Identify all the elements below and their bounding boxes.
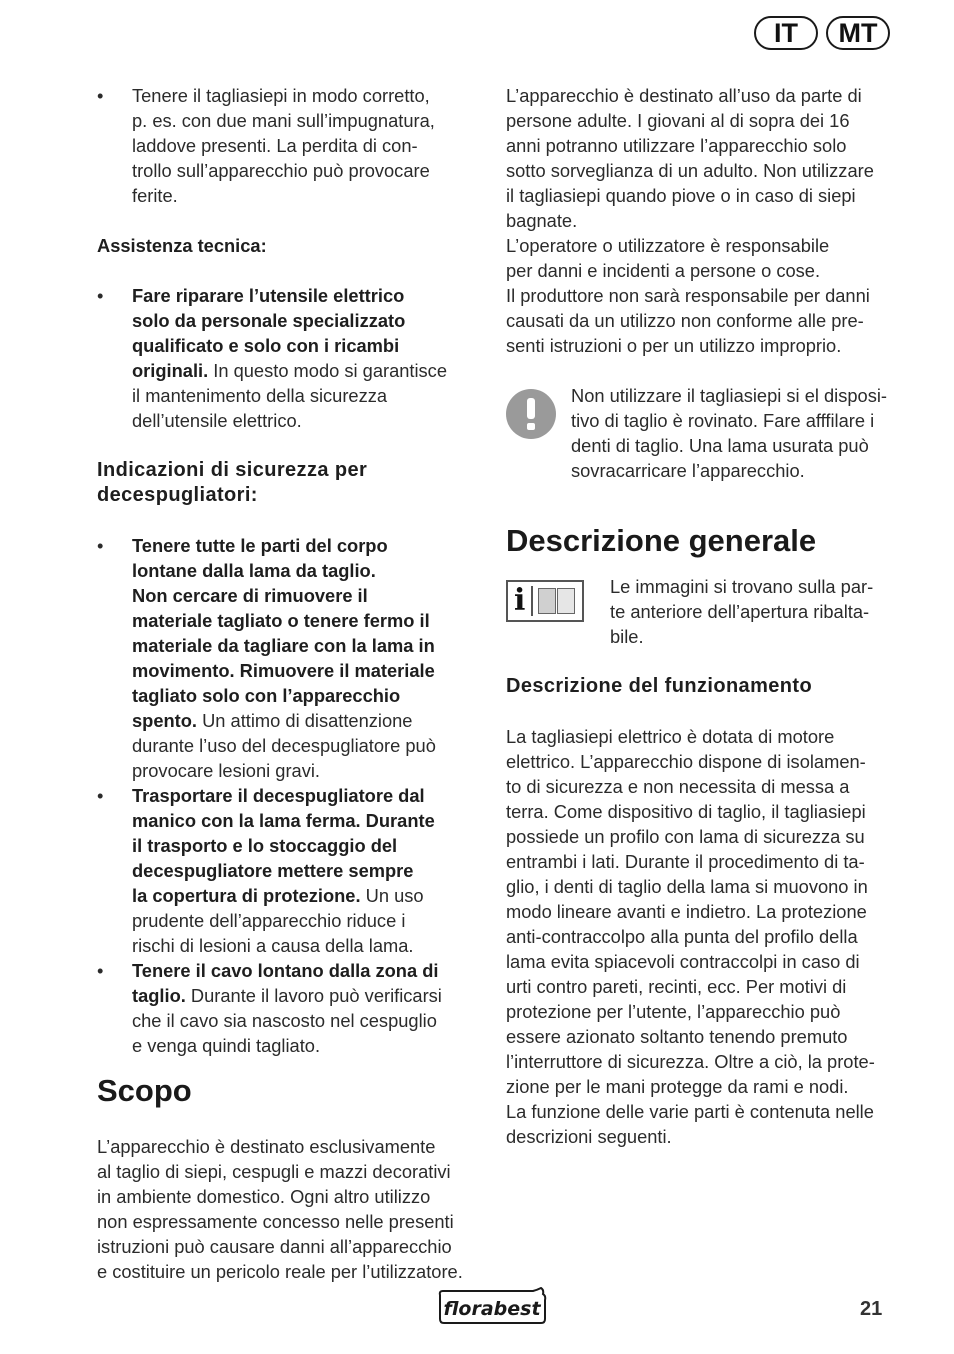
bold-text-line: materiale tagliato o tenere fermo il xyxy=(132,610,430,631)
text-line: modo lineare avanti e indietro. La protezione xyxy=(506,901,867,922)
text-line: La funzione delle varie parti è contenuta nelle xyxy=(506,1101,874,1122)
text-line: per danni e incidenti a persone o cose. xyxy=(506,260,821,281)
text-line: il mantenimento della sicurezza xyxy=(132,385,388,406)
bullet-item xyxy=(97,533,481,783)
scopo-title: Scopo xyxy=(97,1073,192,1108)
info-note xyxy=(506,574,894,649)
page-number: 21 xyxy=(860,1298,883,1320)
bullet-item xyxy=(97,958,481,1058)
text-line: Le immagini si trovano sulla par- xyxy=(610,576,874,597)
text-line: anti-contraccolpo alla punta del profilo della xyxy=(506,926,858,947)
responsibility-paragraph xyxy=(506,233,894,283)
text-line: al taglio di siepi, cespugli e mazzi decorativi xyxy=(97,1161,451,1182)
text-line: istruzioni può causare danni all’apparecchio xyxy=(97,1236,452,1257)
logo-text: florabest xyxy=(443,1298,541,1320)
text-line: protezione per l’utente, l’apparecchio può xyxy=(506,1001,841,1022)
bold-text-line: taglio. xyxy=(132,985,186,1006)
text-line: tivo di taglio è rovinato. Fare afffilare i xyxy=(571,410,875,431)
text-line: Un uso xyxy=(360,885,424,906)
assistenza-heading: Assistenza tecnica: xyxy=(97,235,267,256)
warning-note xyxy=(506,383,894,483)
text-line: bagnate. xyxy=(506,210,578,231)
text-line: urti contro pareti, recinti, ecc. Per motivi di xyxy=(506,976,847,997)
text-line: causati da un utilizzo non conforme alle pre- xyxy=(506,310,864,331)
text-line: l’interruttore di sicurezza. Oltre a ciò, la prote- xyxy=(506,1051,875,1072)
text-line: possiede un profilo con lama di sicurezza su xyxy=(506,826,865,847)
bold-text-line: solo da personale specializzato xyxy=(132,310,406,331)
text-line: ferite. xyxy=(132,185,178,206)
funzionamento-heading: Descrizione del funzionamento xyxy=(506,675,813,697)
heading-line: Indicazioni di sicurezza per xyxy=(97,459,368,481)
bold-text-line: Tenere il cavo lontano dalla zona di xyxy=(132,960,439,981)
bold-text-line: Non cercare di rimuovere il xyxy=(132,585,368,606)
bold-text-line: manico con la lama ferma. Durante xyxy=(132,810,435,831)
left-column xyxy=(97,83,481,1284)
indicazioni-heading xyxy=(97,458,481,508)
text-line: sotto sorveglianza di un adulto. Non utilizzare xyxy=(506,160,874,181)
text-line: prudente dell’apparecchio riduce i xyxy=(132,910,406,931)
text-line: in ambiente domestico. Ogni altro utilizzo xyxy=(97,1186,431,1207)
info-fold-out-page-icon xyxy=(506,580,584,622)
warning-text xyxy=(571,383,887,483)
text-line: durante l’uso del decespugliatore può xyxy=(132,735,436,756)
text-line: lama evita spiacevoli contraccolpi in caso di xyxy=(506,951,860,972)
text-line: In questo modo si garantisce xyxy=(208,360,447,381)
text-line: non espressamente concesso nelle presenti xyxy=(97,1211,454,1232)
text-line: Durante il lavoro può verificarsi xyxy=(185,985,442,1006)
text-line: elettrico. L’apparecchio dispone di isolamen- xyxy=(506,751,866,772)
bold-text-line: il trasporto e lo stoccaggio del xyxy=(132,835,398,856)
language-badge-mt: MT xyxy=(826,16,890,50)
text-line: Il produttore non sarà responsabile per danni xyxy=(506,285,870,306)
text-line: rischi di lesioni a causa della lama. xyxy=(132,935,414,956)
text-line: anni potranno utilizzare l’apparecchio solo xyxy=(506,135,847,156)
text-line: L’apparecchio è destinato esclusivamente xyxy=(97,1136,436,1157)
bold-text-line: movimento. Rimuovere il materiale xyxy=(132,660,435,681)
heading-line: decespugliatori: xyxy=(97,484,258,506)
funzionamento-paragraph xyxy=(506,724,894,1149)
language-badge-it: IT xyxy=(754,16,818,50)
text-line: La tagliasiepi elettrico è dotata di motore xyxy=(506,726,835,747)
bullet-item xyxy=(97,83,481,208)
text-line: essere azionato soltanto tenendo premuto xyxy=(506,1026,848,1047)
bold-text-line: decespugliatore mettere sempre xyxy=(132,860,414,881)
intended-use-paragraph xyxy=(506,83,894,233)
info-text xyxy=(610,574,873,649)
text-line: p. es. con due mani sull’impugnatura, xyxy=(132,110,435,131)
text-line: laddove presenti. La perdita di con- xyxy=(132,135,418,156)
text-line: e costituire un pericolo reale per l’utilizzatore. xyxy=(97,1261,463,1282)
bold-text-line: Trasportare il decespugliatore dal xyxy=(132,785,425,806)
right-column xyxy=(506,83,894,1149)
text-line: to di sicurezza e non necessita di messa a xyxy=(506,776,850,797)
text-line: Tenere il tagliasiepi in modo corretto, xyxy=(132,85,430,106)
text-line: sovracarricare l’apparecchio. xyxy=(571,460,805,481)
text-line: Non utilizzare il tagliasiepi si el disposi- xyxy=(571,385,887,406)
bold-text-line: materiale da tagliare con la lama in xyxy=(132,635,435,656)
florabest-logo xyxy=(437,1287,548,1325)
bold-text-line: originali. xyxy=(132,360,209,381)
bold-text-line: Tenere tutte le parti del corpo xyxy=(132,535,388,556)
bold-text-line: spento. xyxy=(132,710,198,731)
bullet-item xyxy=(97,283,481,433)
text-line: dell’utensile elettrico. xyxy=(132,410,302,431)
text-line: te anteriore dell’apertura ribalta- xyxy=(610,601,870,622)
liability-paragraph xyxy=(506,283,894,358)
text-line: che il cavo sia nascosto nel cespuglio xyxy=(132,1010,437,1031)
text-line: e venga quindi tagliato. xyxy=(132,1035,321,1056)
text-line: bile. xyxy=(610,626,644,647)
text-line: zione per le mani protegge da rami e nodi. xyxy=(506,1076,849,1097)
text-line: senti istruzioni o per un utilizzo improprio. xyxy=(506,335,842,356)
bold-text-line: lontane dalla lama da taglio. xyxy=(132,560,376,581)
bold-text-line: tagliato solo con l’apparecchio xyxy=(132,685,401,706)
bold-text-line: la copertura di protezione. xyxy=(132,885,361,906)
text-line: provocare lesioni gravi. xyxy=(132,760,320,781)
text-line: il tagliasiepi quando piove o in caso di siepi xyxy=(506,185,856,206)
text-line: terra. Come dispositivo di taglio, il tagliasiepi xyxy=(506,801,866,822)
info-letter: i xyxy=(514,583,526,618)
text-line: glio, i denti di taglio della lama si muovono in xyxy=(506,876,868,897)
scopo-paragraph xyxy=(97,1134,481,1284)
text-line: L’apparecchio è destinato all’uso da parte di xyxy=(506,85,862,106)
bold-text-line: qualificato e solo con i ricambi xyxy=(132,335,400,356)
descrizione-generale-title: Descrizione generale xyxy=(506,523,817,558)
text-line: persone adulte. I giovani al di sopra dei 16 xyxy=(506,110,850,131)
exclamation-warning-icon xyxy=(506,389,556,439)
text-line: denti di taglio. Una lama usurata può xyxy=(571,435,869,456)
text-line: L’operatore o utilizzatore è responsabile xyxy=(506,235,830,256)
bullet-item xyxy=(97,783,481,958)
text-line: Un attimo di disattenzione xyxy=(197,710,413,731)
text-line: descrizioni seguenti. xyxy=(506,1126,672,1147)
bold-text-line: Fare riparare l’utensile elettrico xyxy=(132,285,405,306)
text-line: trollo sull’apparecchio può provocare xyxy=(132,160,430,181)
text-line: entrambi i lati. Durante il procedimento di ta- xyxy=(506,851,865,872)
